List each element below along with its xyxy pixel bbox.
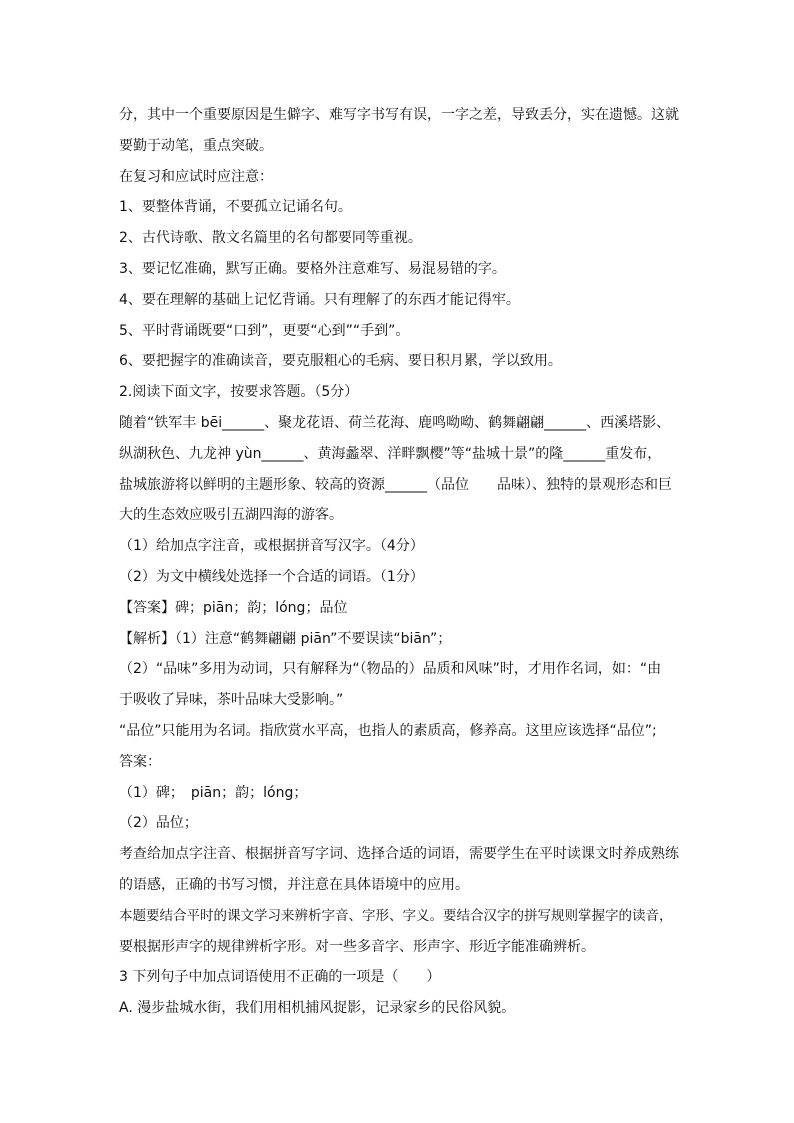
question-passage-line: 随着“铁军丰 bēi______、聚龙花语、荷兰花海、鹿鸣呦呦、鹤舞翩翩______、西溪塔影、 [119,414,671,431]
analysis-line: 要根据形声字的规律辨析字形。对一些多音字、形声字、形近字能准确辨析。 [119,938,595,955]
sub-question: （2）为文中横线处选择一个合适的词语。（1分） [119,568,424,585]
analysis-line: 考查给加点字注音、根据拼音写字词、选择合适的词语，需要学生在平时读课文时养成熟练 [119,846,679,863]
question-passage-line: 盐城旅游将以鲜明的主题形象、较高的资源______（品位 品味）、独特的景观形态和巨 [119,476,672,493]
text-line: 分，其中一个重要原因是生僻字、难写字书写有误，一字之差，导致丢分，实在遗憾。这就 [119,107,679,123]
analysis-line: （1）碑； piān；韵；lóng； [119,784,308,801]
analysis-line: 【解析】（1）注意“鹤舞翩翩 piān”不要误读“biān”； [119,630,452,647]
analysis-line: 本题要结合平时的课文学习来辨析字音、字形、字义。要结合汉字的拼写规则掌握字的读音， [119,907,673,924]
text-line: 要勤于动笔，重点突破。 [119,137,273,154]
analysis-line: 答案： [119,753,161,770]
question-heading: 3 下列句子中加点词语使用不正确的一项是（ ） [119,969,441,986]
sub-question: （1）给加点字注音，或根据拼音写汉字。（4分） [119,538,424,555]
question-passage-line: 纵湖秋色、九龙神 yùn______、黄海蠡翠、洋畔飘樱”等“盐城十景”的隆______重发布， [119,445,662,462]
list-item: 4、要在理解的基础上记忆背诵。只有理解了的东西才能记得牢。 [119,291,520,308]
list-item: 2、古代诗歌、散文名篇里的名句都要同等重视。 [119,230,422,247]
choice-option: A. 漫步盐城水街，我们用相机捕风捉影，记录家乡的民俗风貌。 [119,1000,516,1017]
list-item: 6、要把握字的准确读音，要克服粗心的毛病、要日积月累，学以致用。 [119,353,562,370]
question-passage-line: 大的生态效应吸引五湖四海的游客。 [119,507,343,524]
document-body [119,100,679,1024]
list-item: 1、要整体背诵，不要孤立记诵名句。 [119,199,352,216]
analysis-line: （2）品位； [119,815,198,832]
analysis-line: “品位”只能用为名词。指欣赏水平高，也指人的素质高，修养高。这里应该选择“品位”; [119,722,657,739]
list-item: 3、要记忆准确，默写正确。要格外注意难写、易混易错的字。 [119,260,506,277]
answer-line: 【答案】碑；piān；韵；lóng；品位 [119,599,348,616]
analysis-line: （2）“品味”多用为动词，只有解释为“（物品的）品质和风味”时，才用作名词，如：“由 [119,661,662,678]
text-line: 在复习和应试时应注意： [119,168,273,185]
analysis-line: 于吸收了异味，茶叶品味大受影响。” [119,692,344,709]
question-heading: 2.阅读下面文字，按要求答题。（5分） [119,384,359,401]
analysis-line: 的语感，正确的书写习惯，并注意在具体语境中的应用。 [119,876,469,893]
list-item: 5、平时背诵既要“口到”，更要“心到”“手到”。 [119,322,410,339]
